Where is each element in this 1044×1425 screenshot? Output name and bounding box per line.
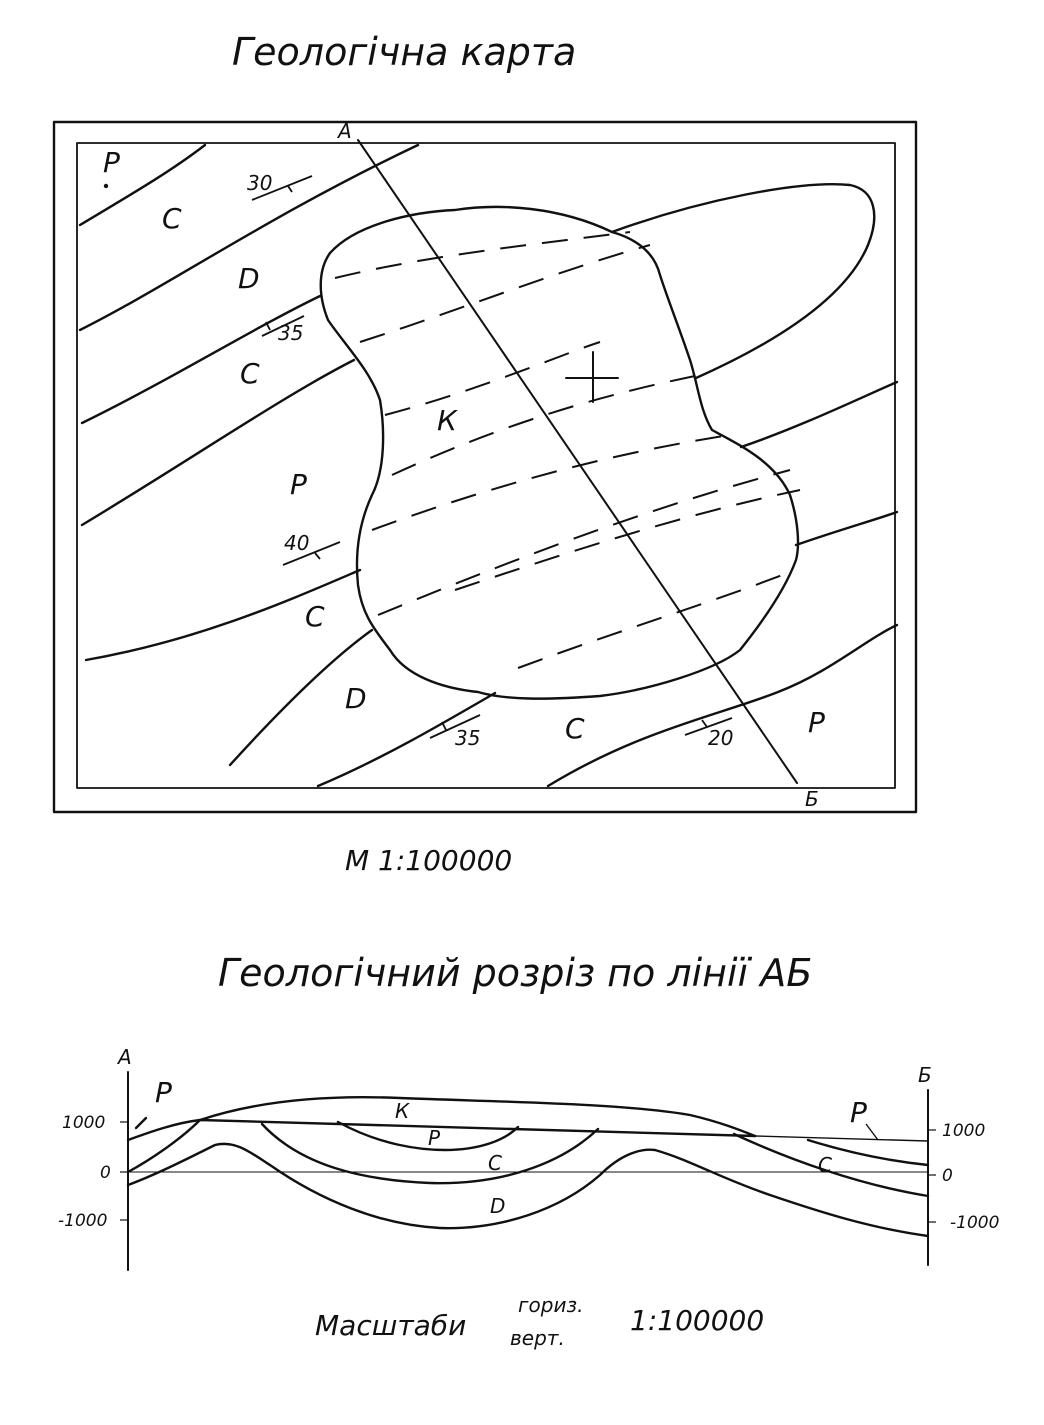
map-title: Геологічна карта <box>232 30 577 74</box>
section-scale-value: 1:100000 <box>630 1304 765 1337</box>
hidden-boundary-1 <box>335 232 630 278</box>
boundary-p-c-top <box>80 145 205 225</box>
hidden-boundary-2 <box>360 245 650 342</box>
section-unit-c-right: C <box>818 1153 832 1177</box>
section-line-ab <box>358 140 797 783</box>
map-unit-p-topleft: P <box>103 146 120 179</box>
syncline-closure <box>612 184 874 378</box>
section-unit-p-left: P <box>155 1076 172 1109</box>
hidden-boundary-6 <box>378 470 790 615</box>
dip-label-30: 30 <box>247 171 273 195</box>
section-unit-k: К <box>395 1099 410 1123</box>
map-unit-k: К <box>437 404 457 437</box>
tick-right-label-0: 0 <box>942 1166 953 1186</box>
map-scale: М 1:100000 <box>345 844 513 877</box>
section-scale-vert: верт. <box>510 1326 565 1350</box>
cretaceous-outline <box>321 207 798 699</box>
map-unit-c-top: C <box>162 202 182 235</box>
map-label-b: Б <box>805 787 819 811</box>
map-unit-p-right: P <box>808 706 825 739</box>
map-unit-d-top: D <box>238 262 260 295</box>
section-label-b: Б <box>918 1063 932 1087</box>
hidden-boundary-5 <box>372 435 730 530</box>
section-label-a: А <box>118 1045 132 1069</box>
dip-label-35-upper: 35 <box>278 321 304 345</box>
section-scale-horiz: гориз. <box>518 1293 584 1317</box>
boundary-right-upper <box>741 382 897 447</box>
section-scale-label: Масштаби <box>315 1309 467 1342</box>
hidden-boundary-7 <box>455 490 800 590</box>
section-unit-d-core: D <box>490 1194 506 1218</box>
dip-label-40: 40 <box>284 531 310 555</box>
cretaceous-top <box>200 1097 755 1136</box>
tick-right-label-minus1000: -1000 <box>950 1213 1000 1233</box>
section-surface <box>128 1120 755 1140</box>
map-point-marker <box>104 184 108 188</box>
tick-left-label-1000: 1000 <box>62 1113 106 1133</box>
tick-right-label-1000: 1000 <box>942 1121 986 1141</box>
section-tick-left <box>136 1118 146 1128</box>
dip-label-35-lower: 35 <box>455 726 481 750</box>
tick-left-label-0: 0 <box>100 1163 111 1183</box>
section-surface-right <box>755 1136 928 1141</box>
section-p-right-leader <box>866 1124 878 1140</box>
tick-left-label-minus1000: -1000 <box>58 1211 108 1231</box>
map-unit-c-bottom: C <box>565 712 585 745</box>
map-outer-frame <box>54 122 916 812</box>
section-unit-c-core: C <box>488 1151 502 1175</box>
section-unit-p-core: P <box>428 1126 441 1150</box>
boundary-c-p-bottom <box>548 625 897 786</box>
section-title: Геологічний розріз по лінії АБ <box>218 951 813 995</box>
layer-d-lower <box>128 1144 928 1236</box>
map-unit-c-mid: C <box>240 357 260 390</box>
boundary-right-middle <box>796 512 897 545</box>
dip-label-20: 20 <box>708 726 734 750</box>
hidden-boundary-8 <box>518 570 795 668</box>
map-inner-frame <box>77 143 895 788</box>
boundary-c-p-upper <box>82 360 354 525</box>
map-unit-d-low: D <box>345 682 367 715</box>
boundary-d-c-upper <box>82 296 320 423</box>
map-label-a: А <box>338 119 352 143</box>
section-unit-p-right: P <box>850 1096 867 1129</box>
map-unit-p-mid: P <box>290 468 307 501</box>
map-unit-c-low: C <box>305 600 325 633</box>
